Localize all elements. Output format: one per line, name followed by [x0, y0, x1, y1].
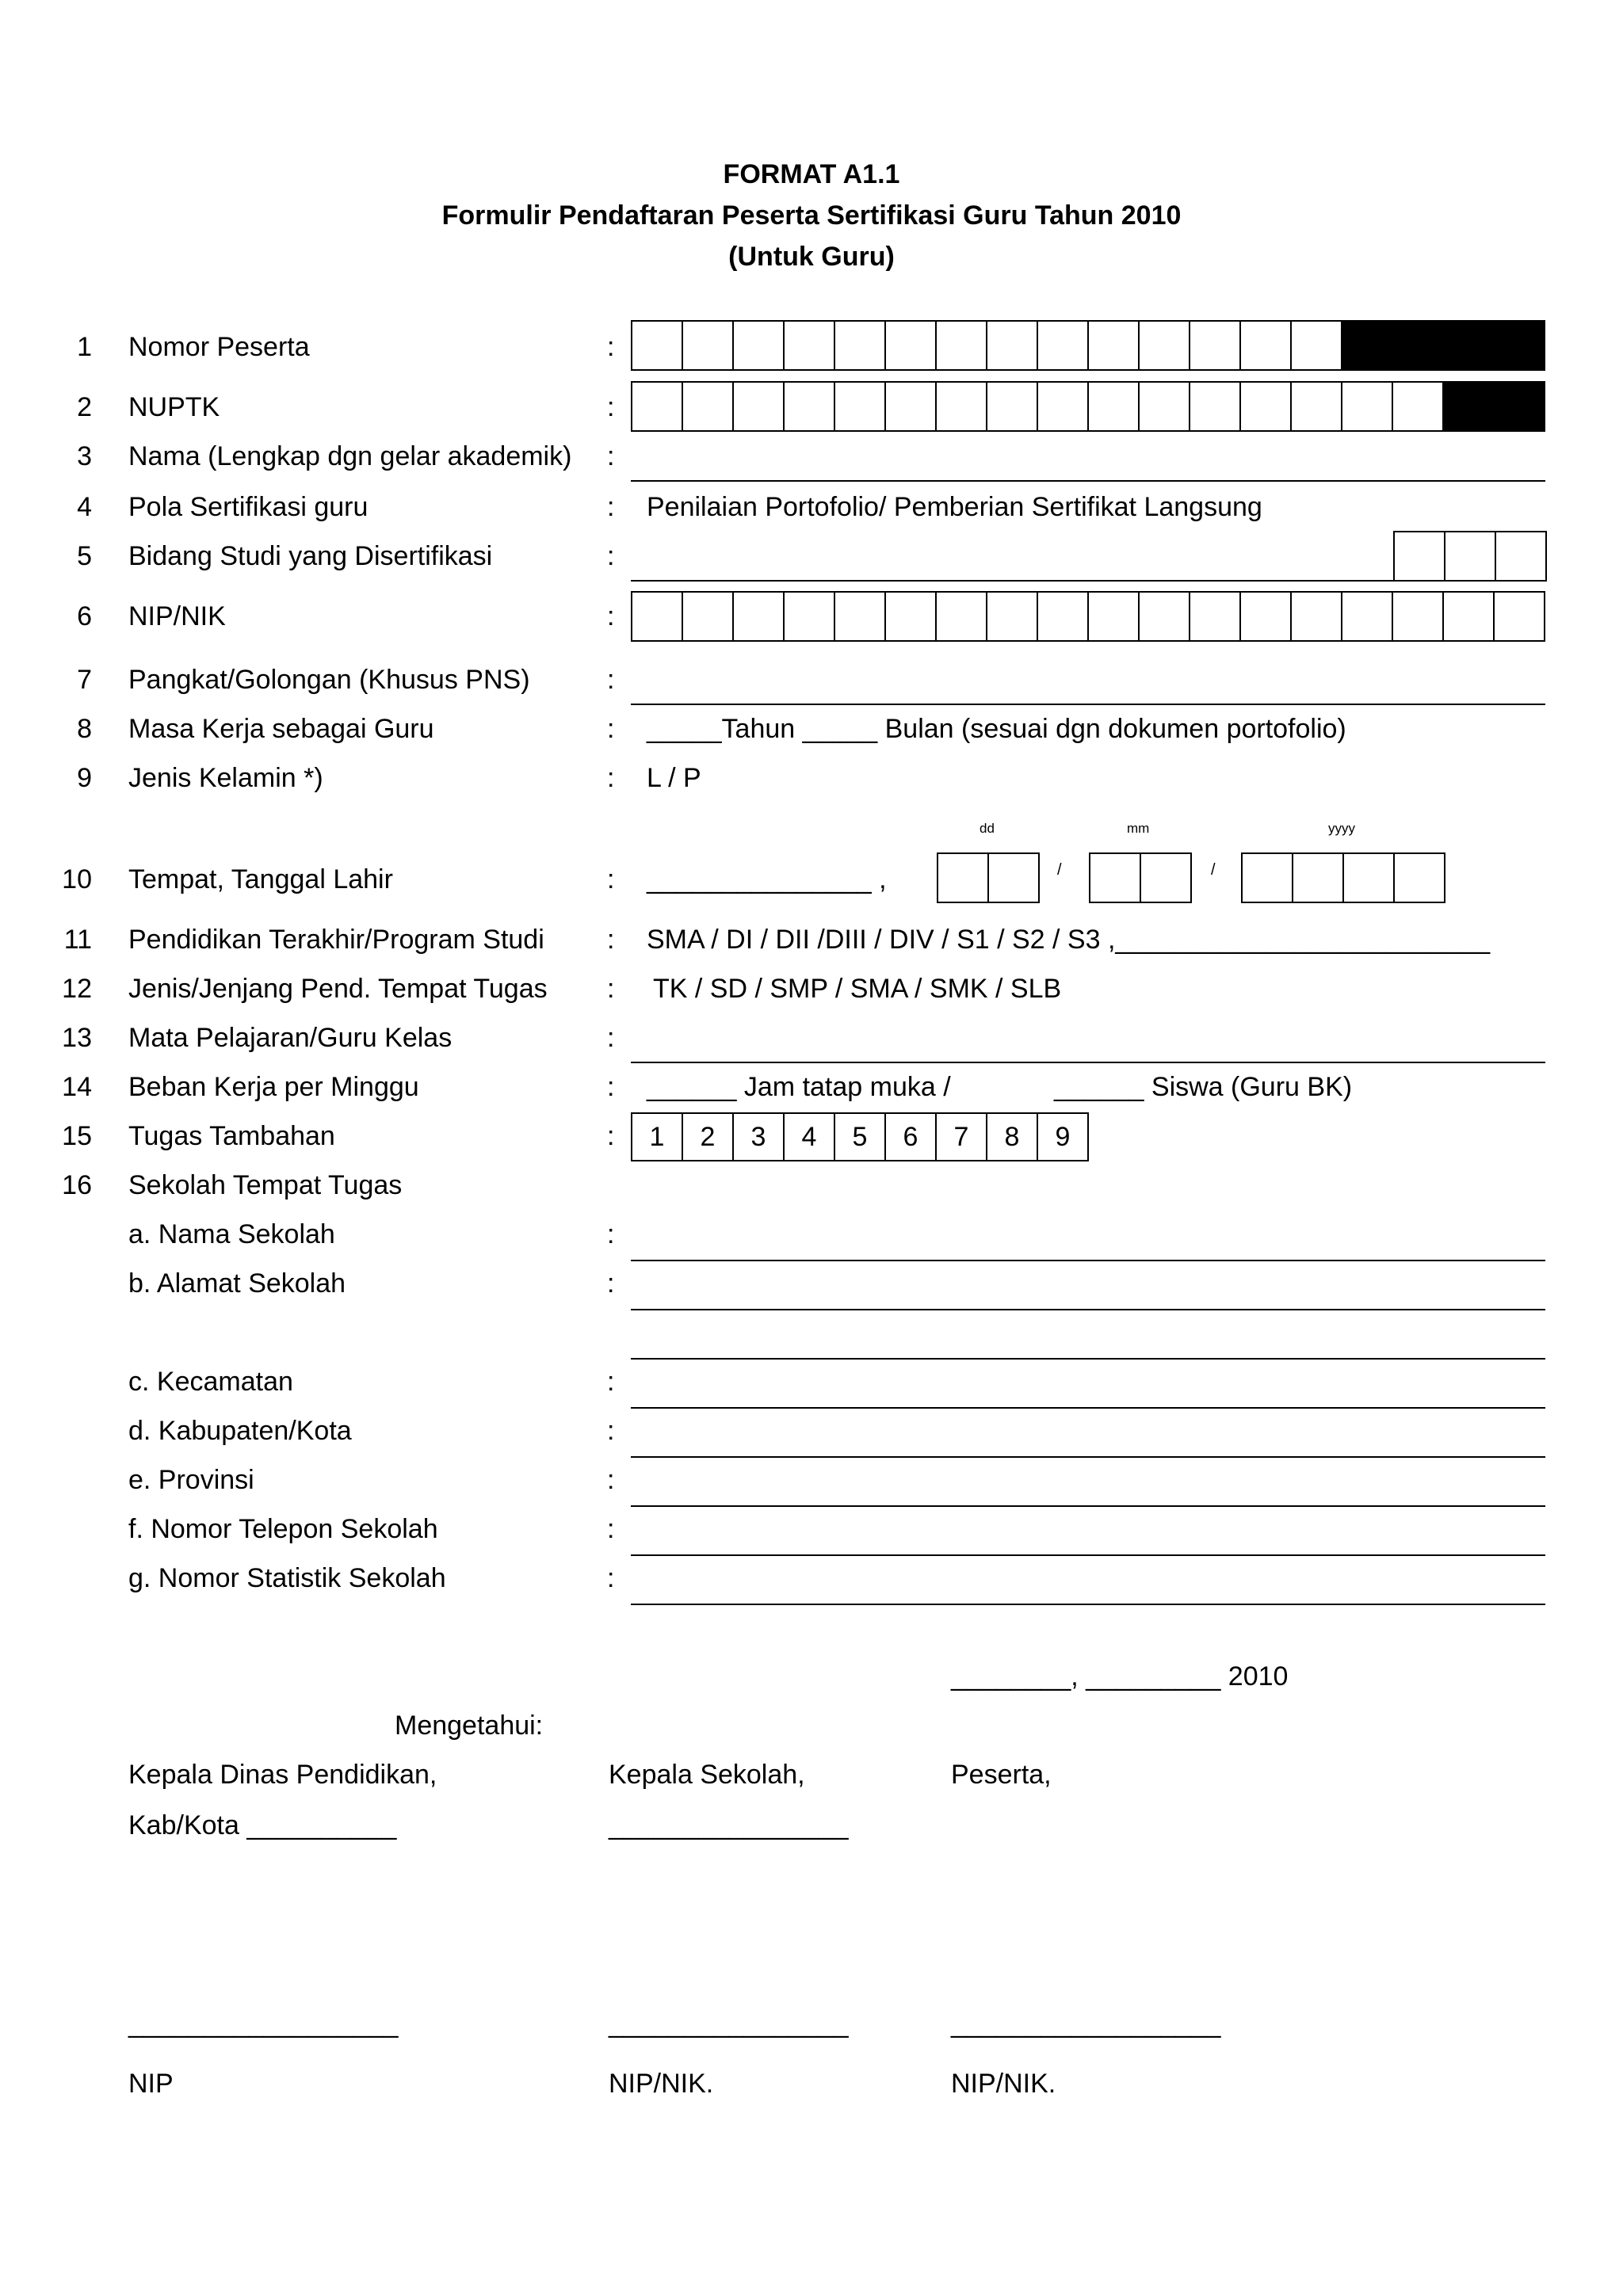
form-title: Formulir Pendaftaran Peserta Sertifikasi Guru Tahun 2010 — [441, 200, 1182, 231]
label-nama: Nama (Lengkap dgn gelar akademik) — [128, 441, 572, 471]
form-subtitle: (Untuk Guru) — [728, 242, 895, 272]
colon: : — [607, 1563, 615, 1593]
digit-box[interactable] — [1496, 532, 1545, 580]
option-box[interactable]: 3 — [734, 1114, 785, 1160]
digit-box[interactable] — [1090, 854, 1141, 902]
nomor-telepon-line[interactable] — [631, 1554, 1545, 1556]
digit-box[interactable] — [886, 322, 937, 369]
pendidikan-options[interactable]: SMA / DI / DII /DIII / DIV / S1 / S2 / S3 ,_________________________ — [647, 925, 1491, 955]
mengetahui-label: Mengetahui: — [395, 1711, 544, 1741]
kepala-sekolah-label: Kepala Sekolah, — [609, 1760, 805, 1790]
label-jenis-kelamin: Jenis Kelamin *) — [128, 763, 323, 793]
digit-box[interactable] — [835, 322, 886, 369]
row-number: 13 — [62, 1023, 92, 1053]
row-number: 12 — [62, 974, 92, 1004]
digit-box[interactable] — [785, 322, 835, 369]
label-nomor-telepon: f. Nomor Telepon Sekolah — [128, 1514, 438, 1544]
colon: : — [607, 1465, 615, 1495]
tugas-tambahan-boxes[interactable] — [631, 1112, 1089, 1161]
digit-box[interactable] — [835, 593, 886, 640]
digit-box[interactable] — [1089, 383, 1140, 430]
nama-line[interactable] — [631, 480, 1545, 482]
pangkat-line[interactable] — [631, 704, 1545, 705]
digit-box[interactable] — [1292, 383, 1342, 430]
digit-box[interactable] — [1038, 593, 1089, 640]
row-number: 10 — [62, 864, 92, 894]
digit-box[interactable] — [1190, 322, 1241, 369]
nip-label-kepsek: NIP/NIK. — [609, 2069, 714, 2099]
jenis-kelamin-options[interactable]: L / P — [647, 763, 701, 793]
kecamatan-line[interactable] — [631, 1407, 1545, 1409]
blocked-box — [1444, 322, 1495, 369]
label-masa-kerja: Masa Kerja sebagai Guru — [128, 714, 434, 744]
digit-box[interactable] — [785, 383, 835, 430]
colon: : — [607, 492, 615, 522]
digit-box[interactable] — [886, 593, 937, 640]
digit-box[interactable] — [785, 593, 835, 640]
digit-box[interactable] — [938, 854, 989, 902]
signature-line-kadis[interactable]: __________________ — [128, 2008, 399, 2039]
masa-kerja-value[interactable]: _____Tahun _____ Bulan (sesuai dgn dokumen portofolio) — [647, 714, 1346, 744]
tempat-lahir-line[interactable]: _______________ , — [647, 864, 887, 894]
mm-label: mm — [1127, 821, 1150, 836]
yyyy-label: yyyy — [1328, 821, 1355, 836]
label-nuptk: NUPTK — [128, 392, 220, 422]
kepala-sekolah-name-line[interactable]: ________________ — [609, 1810, 849, 1840]
option-box[interactable]: 9 — [1055, 1122, 1071, 1152]
nuptk-boxes[interactable] — [631, 381, 1545, 432]
nomor-statistik-line[interactable] — [631, 1604, 1545, 1605]
option-box[interactable]: 7 — [937, 1114, 987, 1160]
digit-box[interactable] — [1395, 854, 1444, 902]
label-provinsi: e. Provinsi — [128, 1465, 254, 1495]
label-tugas-tambahan: Tugas Tambahan — [128, 1121, 335, 1151]
signature-line-peserta[interactable]: __________________ — [951, 2008, 1221, 2039]
option-box[interactable]: 1 — [632, 1114, 683, 1160]
provinsi-line[interactable] — [631, 1505, 1545, 1507]
colon: : — [607, 332, 615, 362]
colon: : — [607, 1367, 615, 1397]
date-separator: / — [1057, 861, 1062, 879]
option-box[interactable]: 4 — [785, 1114, 835, 1160]
nomor-peserta-boxes[interactable] — [631, 320, 1545, 371]
label-nama-sekolah: a. Nama Sekolah — [128, 1219, 335, 1249]
kepala-dinas-label: Kepala Dinas Pendidikan, — [128, 1760, 437, 1790]
nip-nik-boxes[interactable] — [631, 591, 1545, 642]
nama-sekolah-line[interactable] — [631, 1260, 1545, 1261]
blocked-box — [1444, 383, 1495, 430]
label-alamat-sekolah: b. Alamat Sekolah — [128, 1268, 346, 1299]
digit-box[interactable] — [1344, 854, 1395, 902]
label-pangkat: Pangkat/Golongan (Khusus PNS) — [128, 665, 530, 695]
colon: : — [607, 541, 615, 571]
digit-box[interactable] — [987, 322, 1038, 369]
row-number: 5 — [77, 541, 92, 571]
colon: : — [607, 1514, 615, 1544]
option-box[interactable]: 2 — [683, 1114, 734, 1160]
digit-box[interactable] — [1444, 593, 1495, 640]
row-number: 11 — [63, 925, 92, 955]
option-box[interactable]: 8 — [987, 1114, 1038, 1160]
colon: : — [607, 601, 615, 631]
digit-box[interactable] — [1190, 383, 1241, 430]
year-boxes[interactable] — [1241, 852, 1445, 903]
digit-box[interactable] — [1141, 854, 1190, 902]
colon: : — [607, 1023, 615, 1053]
colon: : — [607, 392, 615, 422]
kab-kota-line[interactable]: Kab/Kota __________ — [128, 1810, 397, 1840]
mata-pelajaran-line[interactable] — [631, 1062, 1545, 1063]
digit-box[interactable] — [734, 593, 785, 640]
digit-box[interactable] — [1140, 593, 1190, 640]
nip-label-kadis: NIP — [128, 2069, 174, 2099]
digit-box[interactable] — [1292, 593, 1342, 640]
label-mata-pelajaran: Mata Pelajaran/Guru Kelas — [128, 1023, 453, 1053]
colon: : — [607, 1219, 615, 1249]
label-pola-sertifikasi: Pola Sertifikasi guru — [128, 492, 369, 522]
digit-box[interactable] — [1393, 383, 1444, 430]
peserta-label: Peserta, — [951, 1760, 1052, 1790]
digit-box[interactable] — [683, 593, 734, 640]
colon: : — [607, 974, 615, 1004]
colon: : — [607, 763, 615, 793]
place-date-line[interactable]: ________, _________ 2010 — [951, 1661, 1289, 1691]
row-number: 6 — [77, 601, 92, 631]
format-code: FORMAT A1.1 — [723, 159, 900, 189]
label-nomor-statistik: g. Nomor Statistik Sekolah — [128, 1563, 446, 1593]
blocked-box — [1342, 322, 1393, 369]
bidang-studi-line[interactable] — [631, 580, 1395, 582]
day-boxes[interactable] — [937, 852, 1040, 903]
siswa-value[interactable]: ______ Siswa (Guru BK) — [1054, 1072, 1353, 1102]
option-box[interactable]: 6 — [886, 1114, 937, 1160]
digit-box[interactable] — [632, 383, 683, 430]
colon: : — [607, 714, 615, 744]
jam-tatap-muka-value[interactable]: ______ Jam tatap muka / — [647, 1072, 951, 1102]
label-nomor-peserta: Nomor Peserta — [128, 332, 310, 362]
dd-label: dd — [980, 821, 995, 836]
digit-box[interactable] — [1140, 383, 1190, 430]
row-number: 3 — [77, 441, 92, 471]
digit-box[interactable] — [1038, 383, 1089, 430]
digit-box[interactable] — [683, 383, 734, 430]
kabupaten-kota-line[interactable] — [631, 1456, 1545, 1458]
row-number: 16 — [62, 1170, 92, 1200]
bidang-studi-code-boxes[interactable] — [1393, 531, 1547, 582]
digit-box[interactable] — [683, 322, 734, 369]
colon: : — [607, 1268, 615, 1299]
jenjang-options[interactable]: TK / SD / SMP / SMA / SMK / SLB — [653, 974, 1062, 1004]
digit-box[interactable] — [1292, 322, 1342, 369]
nip-label-peserta: NIP/NIK. — [951, 2069, 1056, 2099]
digit-box[interactable] — [989, 854, 1038, 902]
digit-box[interactable] — [632, 593, 683, 640]
row-number: 8 — [77, 714, 92, 744]
row-number: 14 — [62, 1072, 92, 1102]
colon: : — [607, 925, 615, 955]
colon: : — [607, 441, 615, 471]
colon: : — [607, 665, 615, 695]
pola-sertifikasi-value: Penilaian Portofolio/ Pemberian Sertifikat Langsung — [647, 492, 1262, 522]
month-boxes[interactable] — [1089, 852, 1192, 903]
row-number: 1 — [77, 332, 92, 362]
digit-box[interactable] — [937, 593, 987, 640]
digit-box[interactable] — [835, 383, 886, 430]
blocked-box — [1495, 322, 1544, 369]
label-tempat-tanggal-lahir: Tempat, Tanggal Lahir — [128, 864, 393, 894]
blocked-box — [1393, 322, 1444, 369]
label-kabupaten-kota: d. Kabupaten/Kota — [128, 1416, 352, 1446]
digit-box[interactable] — [987, 593, 1038, 640]
blocked-box — [1495, 383, 1544, 430]
digit-box[interactable] — [1445, 532, 1496, 580]
alamat-sekolah-line[interactable] — [631, 1309, 1545, 1310]
digit-box[interactable] — [734, 383, 785, 430]
colon: : — [607, 1416, 615, 1446]
digit-box[interactable] — [1342, 593, 1393, 640]
colon: : — [607, 1072, 615, 1102]
signature-line-kepsek[interactable]: ________________ — [609, 2008, 849, 2039]
label-pendidikan: Pendidikan Terakhir/Program Studi — [128, 925, 544, 955]
digit-box[interactable] — [1395, 532, 1445, 580]
colon: : — [607, 864, 615, 894]
digit-box[interactable] — [987, 383, 1038, 430]
digit-box[interactable] — [1241, 593, 1292, 640]
digit-box[interactable] — [1140, 322, 1190, 369]
row-number: 4 — [77, 492, 92, 522]
colon: : — [607, 1121, 615, 1151]
digit-box[interactable] — [1089, 593, 1140, 640]
label-beban-kerja: Beban Kerja per Minggu — [128, 1072, 419, 1102]
row-number: 9 — [77, 763, 92, 793]
digit-box[interactable] — [1089, 322, 1140, 369]
digit-box[interactable] — [1241, 383, 1292, 430]
label-nip-nik: NIP/NIK — [128, 601, 226, 631]
alamat-sekolah-line-2[interactable] — [631, 1358, 1545, 1360]
label-bidang-studi: Bidang Studi yang Disertifikasi — [128, 541, 493, 571]
digit-box[interactable] — [1241, 322, 1292, 369]
label-kecamatan: c. Kecamatan — [128, 1367, 293, 1397]
digit-box[interactable] — [1393, 593, 1444, 640]
row-number: 15 — [62, 1121, 92, 1151]
label-jenjang: Jenis/Jenjang Pend. Tempat Tugas — [128, 974, 548, 1004]
digit-box[interactable] — [1342, 383, 1393, 430]
date-separator: / — [1211, 861, 1216, 879]
digit-box[interactable] — [886, 383, 937, 430]
digit-box[interactable] — [1293, 854, 1344, 902]
row-number: 7 — [77, 665, 92, 695]
digit-box[interactable] — [734, 322, 785, 369]
option-box[interactable]: 5 — [835, 1114, 886, 1160]
digit-box[interactable] — [632, 322, 683, 369]
digit-box[interactable] — [937, 322, 987, 369]
digit-box[interactable] — [1243, 854, 1293, 902]
digit-box[interactable] — [937, 383, 987, 430]
label-sekolah-tempat-tugas: Sekolah Tempat Tugas — [128, 1170, 403, 1200]
digit-box[interactable] — [1038, 322, 1089, 369]
row-number: 2 — [77, 392, 92, 422]
digit-box[interactable] — [1495, 593, 1544, 640]
digit-box[interactable] — [1190, 593, 1241, 640]
